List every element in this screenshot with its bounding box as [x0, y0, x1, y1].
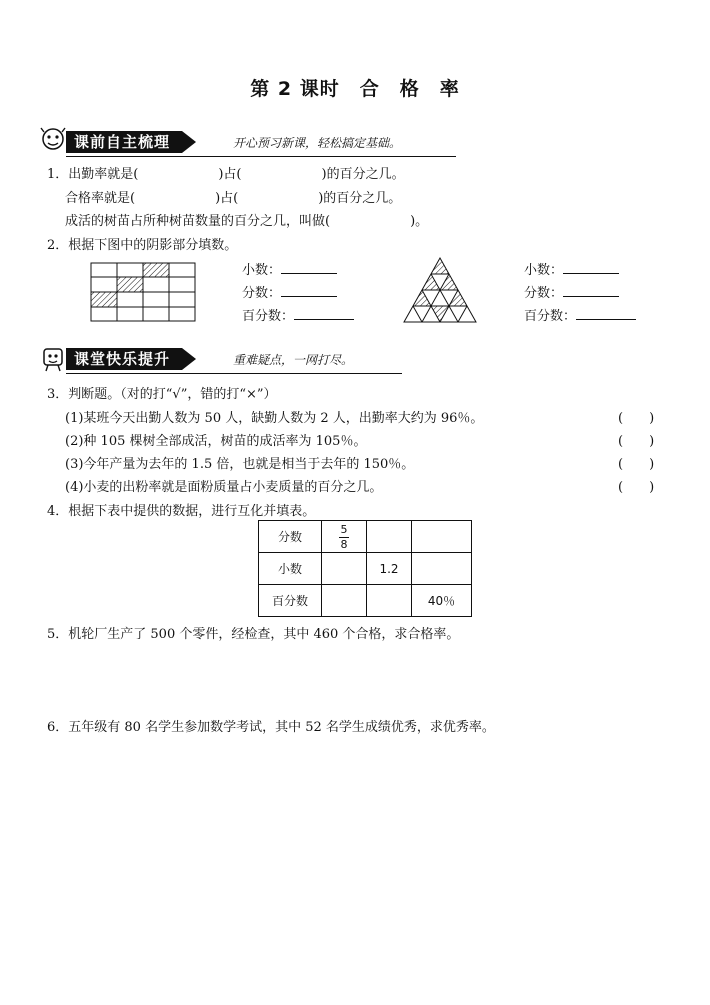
- q2-prompt: 2．根据下图中的阴影部分填数。: [47, 238, 238, 253]
- q2-grid-decimal: 小数：: [242, 259, 337, 278]
- mascot-icon: [38, 126, 68, 156]
- answer-cell[interactable]: [322, 553, 367, 585]
- q1-line1: 1．出勤率就是( )占( )的百分之几。: [47, 167, 405, 182]
- grid-figure: [90, 262, 196, 322]
- row-header: 小数: [259, 553, 322, 585]
- section-heading: 课堂快乐提升: [66, 348, 182, 370]
- row-header: 分数: [259, 521, 322, 553]
- banner-underline: [66, 156, 456, 157]
- section-slogan: 重难疑点，一网打尽。: [233, 353, 354, 367]
- triangle-figure: [402, 256, 478, 324]
- decimal-cell: 1.2: [367, 553, 412, 585]
- q1-line3: 成活的树苗占所种树苗数量的百分之几，叫做( )。: [65, 214, 429, 229]
- judgement-box[interactable]: ( ): [618, 480, 655, 495]
- answer-blank[interactable]: [563, 284, 619, 297]
- q2-tri-fraction: 分数：: [524, 282, 619, 301]
- judgement-box[interactable]: ( ): [618, 457, 655, 472]
- page-title: 第 2 课时 合 格 率: [250, 78, 460, 100]
- q3-item-1: (1)某班今天出勤人数为 50 人，缺勤人数为 2 人，出勤率大约为 96％。: [65, 411, 484, 426]
- banner-underline: [66, 373, 402, 374]
- section-heading: 课前自主梳理: [66, 131, 182, 153]
- q5-text: 5．机轮厂生产了 500 个零件，经检查，其中 460 个合格，求合格率。: [47, 627, 460, 642]
- answer-cell[interactable]: [367, 585, 412, 617]
- q2-tri-percent: 百分数：: [524, 305, 636, 324]
- q2-grid-percent: 百分数：: [242, 305, 354, 324]
- answer-blank[interactable]: [281, 284, 337, 297]
- q4-prompt: 4．根据下表中提供的数据，进行互化并填表。: [47, 504, 316, 519]
- judgement-box[interactable]: ( ): [618, 411, 655, 426]
- q3-item-2: (2)种 105 棵树全部成活，树苗的成活率为 105％。: [65, 434, 367, 449]
- answer-cell[interactable]: [322, 585, 367, 617]
- answer-blank[interactable]: [294, 307, 354, 320]
- q2-tri-decimal: 小数：: [524, 259, 619, 278]
- conversion-table: [258, 520, 472, 617]
- mascot-icon: [38, 343, 68, 373]
- answer-cell[interactable]: [412, 521, 472, 553]
- q3-prompt: 3．判断题。（对的打“√”，错的打“×”）: [47, 387, 277, 402]
- row-header: 百分数: [259, 585, 322, 617]
- q1-line2: 合格率就是( )占( )的百分之几。: [65, 191, 402, 206]
- section-slogan: 开心预习新课，轻松搞定基础。: [233, 136, 402, 150]
- percent-cell: 40％: [412, 585, 472, 617]
- fraction-cell: [322, 521, 367, 553]
- fraction: $\frac{5}{8}$: [340, 523, 348, 551]
- q3-item-3: (3)今年产量为去年的 1.5 倍，也就是相当于去年的 150％。: [65, 457, 415, 472]
- answer-blank[interactable]: [563, 261, 619, 274]
- q6-text: 6．五年级有 80 名学生参加数学考试，其中 52 名学生成绩优秀，求优秀率。: [47, 720, 495, 735]
- answer-blank[interactable]: [576, 307, 636, 320]
- answer-cell[interactable]: [367, 521, 412, 553]
- section-banner-classroom: [38, 343, 458, 371]
- section-banner-preview: [38, 126, 458, 154]
- judgement-box[interactable]: ( ): [618, 434, 655, 449]
- q3-item-4: (4)小麦的出粉率就是面粉质量占小麦质量的百分之几。: [65, 480, 383, 495]
- q2-grid-fraction: 分数：: [242, 282, 337, 301]
- answer-blank[interactable]: [281, 261, 337, 274]
- answer-cell[interactable]: [412, 553, 472, 585]
